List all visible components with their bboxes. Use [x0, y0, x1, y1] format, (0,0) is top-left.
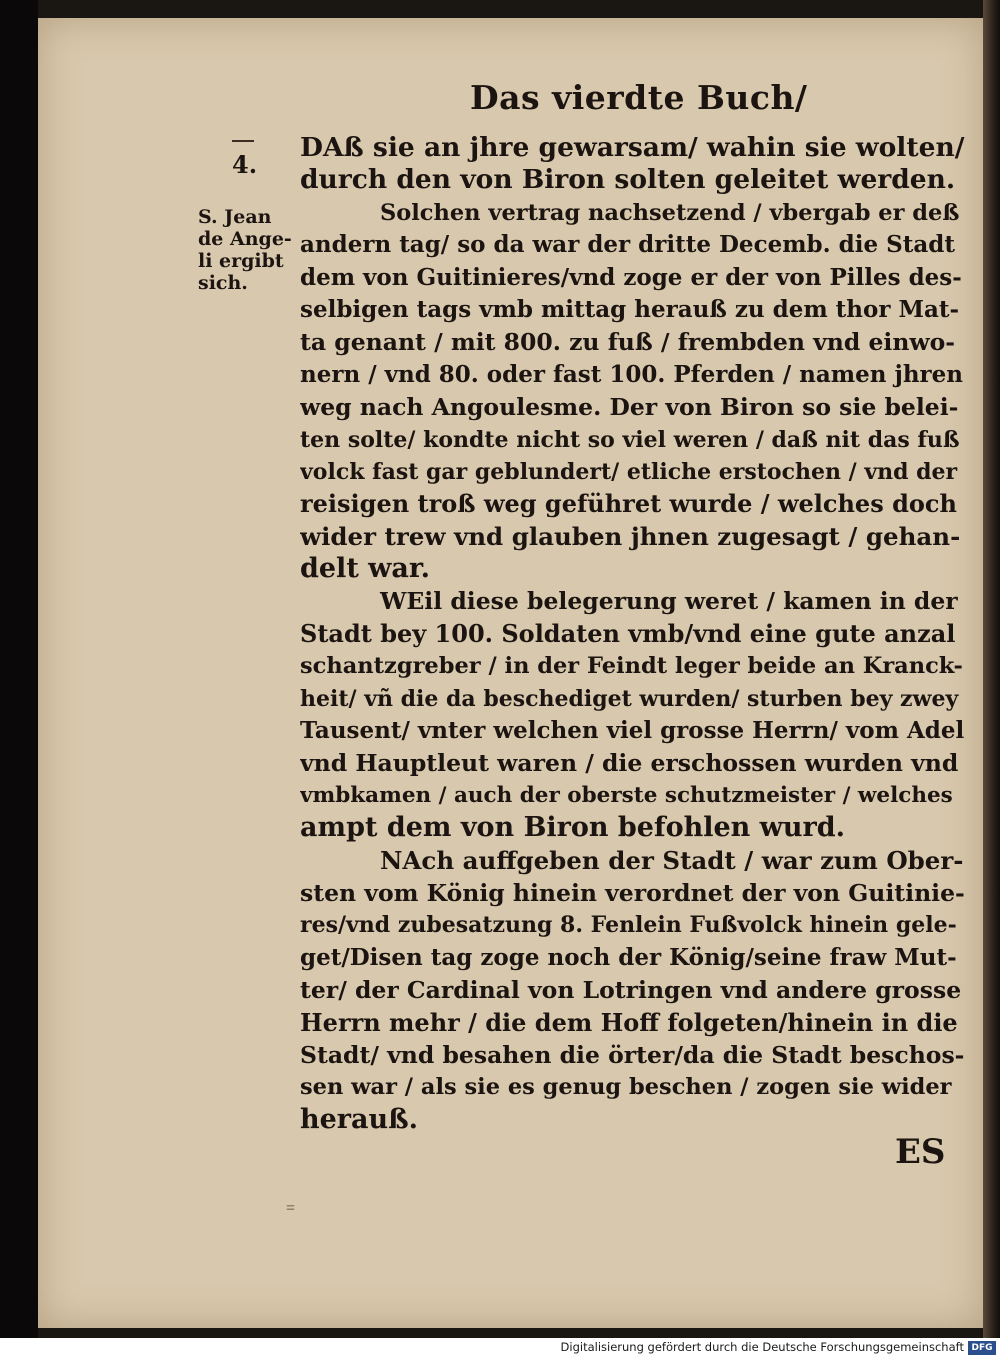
- text-line: heit/ vñ die da beschediget wurden/ sturben bey zwey: [300, 685, 959, 712]
- margin-note-line: sich.: [198, 272, 248, 294]
- margin-note: [198, 206, 298, 294]
- text-line: get/Disen tag zoge noch der König/seine fraw Mut-: [300, 943, 957, 971]
- text-line: volck fast gar geblundert/ etliche erstochen / vnd der: [300, 458, 958, 485]
- text-line: vmbkamen / auch der oberste schutzmeister / welches: [300, 782, 953, 808]
- text-line: ten solte/ kondte nicht so viel weren / daß nit das fuß: [300, 426, 960, 453]
- catchword: ES: [895, 1132, 946, 1172]
- text-line: reisigen troß weg geführet wurde / welches doch: [300, 489, 957, 519]
- text-line: ter/ der Cardinal von Lotringen vnd andere grosse: [300, 976, 962, 1005]
- footer-bar: [0, 1338, 1000, 1358]
- text-line: Solchen vertrag nachsetzend / vbergab er deß: [380, 199, 960, 226]
- dfg-logo: DFG: [968, 1341, 996, 1355]
- text-line: sten vom König hinein verordnet der von Guitinie-: [300, 878, 965, 907]
- text-line: res/vnd zubesatzung 8. Fenlein Fußvolck hinein gele-: [300, 912, 957, 939]
- text-line: dem von Guitinieres/vnd zoge er der von Pilles des-: [300, 263, 962, 291]
- text-line: wider trew vnd glauben jhnen zugesagt / gehan-: [300, 521, 961, 551]
- body-text: [300, 132, 965, 1136]
- text-line: NAch auffgeben der Stadt / war zum Ober-: [380, 845, 964, 875]
- running-head: Das vierdte Buch/: [470, 78, 808, 117]
- text-line: vnd Hauptleut waren / die erschossen wurden vnd: [300, 749, 959, 778]
- printer-mark: =: [286, 1200, 296, 1217]
- funding-notice: Digitalisierung gefördert durch die Deutsche Forschungsgemeinschaft: [560, 1340, 964, 1354]
- margin-note-line: li ergibt: [198, 250, 284, 272]
- page-edge-shadow: [983, 0, 1000, 1338]
- text-line: DAß sie an jhre gewarsam/ wahin sie wolten/: [300, 132, 965, 163]
- margin-chapter-number: 4.: [232, 150, 258, 179]
- text-line: weg nach Angoulesme. Der von Biron so sie belei-: [300, 393, 959, 422]
- text-line: delt war.: [300, 553, 431, 585]
- text-line: ta genant / mit 800. zu fuß / frembden vnd einwo-: [300, 328, 956, 357]
- text-line: nern / vnd 80. oder fast 100. Pferden / namen jhren: [300, 360, 964, 388]
- text-line: herauß.: [300, 1103, 419, 1135]
- text-line: schantzgreber / in der Feindt leger beide an Kranck-: [300, 653, 963, 680]
- text-line: ampt dem von Biron befohlen wurd.: [300, 812, 846, 844]
- text-line: Tausent/ vnter welchen viel grosse Herrn/ vom Adel: [300, 717, 965, 745]
- text-line: selbigen tags vmb mittag herauß zu dem thor Mat-: [300, 295, 960, 323]
- text-line: Herrn mehr / die dem Hoff folgeten/hinein in die: [300, 1007, 958, 1037]
- scan-left-border: [0, 0, 38, 1338]
- margin-dash: [232, 140, 254, 142]
- text-line: durch den von Biron solten geleitet werden.: [300, 164, 956, 196]
- text-line: WEil diese belegerung weret / kamen in der: [380, 587, 958, 616]
- text-line: Stadt bey 100. Soldaten vmb/vnd eine gute anzal: [300, 618, 956, 648]
- margin-note-line: de Ange-: [198, 228, 292, 250]
- text-line: Stadt/ vnd besahen die örter/da die Stadt beschos-: [300, 1040, 965, 1069]
- text-line: andern tag/ so da war der dritte Decemb. die Stadt: [300, 231, 955, 259]
- text-line: sen war / als sie es genug beschen / zogen sie wider: [300, 1074, 952, 1101]
- margin-note-line: S. Jean: [198, 206, 272, 228]
